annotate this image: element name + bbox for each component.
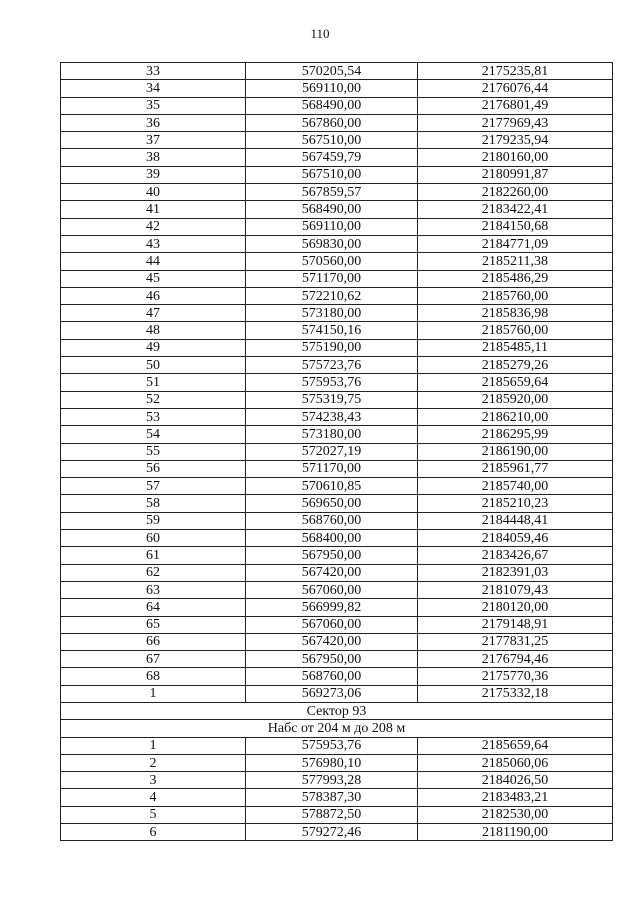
page-number: 110	[310, 26, 330, 41]
table-row	[61, 564, 613, 581]
table-row	[61, 391, 613, 408]
x-coordinate-cell: 569110,00	[246, 218, 418, 235]
table-row	[61, 668, 613, 685]
y-coordinate-cell: 2181079,43	[418, 581, 613, 598]
coordinates-table	[60, 62, 613, 841]
x-coordinate-cell: 578387,30	[246, 789, 418, 806]
y-coordinate-cell: 2179235,94	[418, 132, 613, 149]
x-coordinate-cell: 574238,43	[246, 408, 418, 425]
point-number-cell: 48	[61, 322, 246, 339]
table-row	[61, 651, 613, 668]
point-number-cell: 56	[61, 460, 246, 477]
point-number-cell: 41	[61, 201, 246, 218]
coordinates-table-body	[61, 63, 613, 841]
y-coordinate-cell: 2183426,67	[418, 547, 613, 564]
x-coordinate-cell: 569110,00	[246, 80, 418, 97]
point-number-cell: 50	[61, 357, 246, 374]
table-row	[61, 305, 613, 322]
table-row	[61, 789, 613, 806]
point-number-cell: 43	[61, 235, 246, 252]
point-number-cell: 1	[61, 737, 246, 754]
y-coordinate-cell: 2185211,38	[418, 253, 613, 270]
table-row	[61, 408, 613, 425]
x-coordinate-cell: 567459,79	[246, 149, 418, 166]
y-coordinate-cell: 2185836,98	[418, 305, 613, 322]
x-coordinate-cell: 573180,00	[246, 426, 418, 443]
x-coordinate-cell: 578872,50	[246, 806, 418, 823]
table-row	[61, 599, 613, 616]
table-row	[61, 426, 613, 443]
table-row	[61, 581, 613, 598]
point-number-cell: 33	[61, 63, 246, 80]
table-row	[61, 218, 613, 235]
table-row	[61, 184, 613, 201]
point-number-cell: 44	[61, 253, 246, 270]
point-number-cell: 1	[61, 685, 246, 702]
y-coordinate-cell: 2180120,00	[418, 599, 613, 616]
point-number-cell: 61	[61, 547, 246, 564]
y-coordinate-cell: 2185060,06	[418, 754, 613, 771]
y-coordinate-cell: 2186295,99	[418, 426, 613, 443]
point-number-cell: 35	[61, 97, 246, 114]
table-row	[61, 460, 613, 477]
y-coordinate-cell: 2175332,18	[418, 685, 613, 702]
point-number-cell: 47	[61, 305, 246, 322]
point-number-cell: 49	[61, 339, 246, 356]
point-number-cell: 40	[61, 184, 246, 201]
y-coordinate-cell: 2185659,64	[418, 737, 613, 754]
y-coordinate-cell: 2176076,44	[418, 80, 613, 97]
y-coordinate-cell: 2186210,00	[418, 408, 613, 425]
y-coordinate-cell: 2183422,41	[418, 201, 613, 218]
point-number-cell: 52	[61, 391, 246, 408]
x-coordinate-cell: 567860,00	[246, 114, 418, 131]
table-row	[61, 806, 613, 823]
x-coordinate-cell: 574150,16	[246, 322, 418, 339]
y-coordinate-cell: 2175770,36	[418, 668, 613, 685]
x-coordinate-cell: 567420,00	[246, 633, 418, 650]
x-coordinate-cell: 576980,10	[246, 754, 418, 771]
y-coordinate-cell: 2175235,81	[418, 63, 613, 80]
table-row	[61, 685, 613, 702]
x-coordinate-cell: 575953,76	[246, 374, 418, 391]
x-coordinate-cell: 571170,00	[246, 460, 418, 477]
table-row	[61, 495, 613, 512]
point-number-cell: 53	[61, 408, 246, 425]
table-row	[61, 443, 613, 460]
x-coordinate-cell: 568400,00	[246, 530, 418, 547]
sector-heading: Сектор 93	[61, 702, 613, 719]
point-number-cell: 42	[61, 218, 246, 235]
table-row	[61, 270, 613, 287]
y-coordinate-cell: 2180991,87	[418, 166, 613, 183]
y-coordinate-cell: 2184059,46	[418, 530, 613, 547]
point-number-cell: 4	[61, 789, 246, 806]
table-row	[61, 114, 613, 131]
point-number-cell: 46	[61, 287, 246, 304]
table-row	[61, 253, 613, 270]
table-row	[61, 201, 613, 218]
y-coordinate-cell: 2183483,21	[418, 789, 613, 806]
y-coordinate-cell: 2177831,25	[418, 633, 613, 650]
x-coordinate-cell: 572210,62	[246, 287, 418, 304]
y-coordinate-cell: 2184448,41	[418, 512, 613, 529]
x-coordinate-cell: 570205,54	[246, 63, 418, 80]
table-row	[61, 235, 613, 252]
y-coordinate-cell: 2185659,64	[418, 374, 613, 391]
point-number-cell: 34	[61, 80, 246, 97]
point-number-cell: 62	[61, 564, 246, 581]
y-coordinate-cell: 2184150,68	[418, 218, 613, 235]
y-coordinate-cell: 2185961,77	[418, 460, 613, 477]
y-coordinate-cell: 2176801,49	[418, 97, 613, 114]
x-coordinate-cell: 570610,85	[246, 478, 418, 495]
x-coordinate-cell: 567420,00	[246, 564, 418, 581]
table-row	[61, 720, 613, 737]
x-coordinate-cell: 567510,00	[246, 132, 418, 149]
x-coordinate-cell: 571170,00	[246, 270, 418, 287]
table-row	[61, 754, 613, 771]
table-row	[61, 478, 613, 495]
table-row	[61, 63, 613, 80]
table-row	[61, 824, 613, 841]
table-row	[61, 702, 613, 719]
x-coordinate-cell: 575319,75	[246, 391, 418, 408]
point-number-cell: 66	[61, 633, 246, 650]
point-number-cell: 64	[61, 599, 246, 616]
x-coordinate-cell: 568490,00	[246, 201, 418, 218]
x-coordinate-cell: 577993,28	[246, 772, 418, 789]
point-number-cell: 3	[61, 772, 246, 789]
x-coordinate-cell: 575953,76	[246, 737, 418, 754]
point-number-cell: 6	[61, 824, 246, 841]
table-row	[61, 97, 613, 114]
x-coordinate-cell: 567950,00	[246, 651, 418, 668]
point-number-cell: 45	[61, 270, 246, 287]
table-row	[61, 633, 613, 650]
table-row	[61, 149, 613, 166]
x-coordinate-cell: 567510,00	[246, 166, 418, 183]
table-row	[61, 287, 613, 304]
table-row	[61, 374, 613, 391]
y-coordinate-cell: 2185760,00	[418, 322, 613, 339]
point-number-cell: 60	[61, 530, 246, 547]
height-range-heading: Набс от 204 м до 208 м	[61, 720, 613, 737]
point-number-cell: 36	[61, 114, 246, 131]
y-coordinate-cell: 2177969,43	[418, 114, 613, 131]
point-number-cell: 5	[61, 806, 246, 823]
y-coordinate-cell: 2182260,00	[418, 184, 613, 201]
table-row	[61, 80, 613, 97]
point-number-cell: 68	[61, 668, 246, 685]
x-coordinate-cell: 569273,06	[246, 685, 418, 702]
x-coordinate-cell: 575190,00	[246, 339, 418, 356]
point-number-cell: 2	[61, 754, 246, 771]
point-number-cell: 63	[61, 581, 246, 598]
x-coordinate-cell: 569830,00	[246, 235, 418, 252]
point-number-cell: 38	[61, 149, 246, 166]
x-coordinate-cell: 567950,00	[246, 547, 418, 564]
table-row	[61, 166, 613, 183]
y-coordinate-cell: 2185920,00	[418, 391, 613, 408]
y-coordinate-cell: 2185760,00	[418, 287, 613, 304]
x-coordinate-cell: 566999,82	[246, 599, 418, 616]
y-coordinate-cell: 2179148,91	[418, 616, 613, 633]
y-coordinate-cell: 2181190,00	[418, 824, 613, 841]
x-coordinate-cell: 573180,00	[246, 305, 418, 322]
table-row	[61, 132, 613, 149]
point-number-cell: 55	[61, 443, 246, 460]
table-row	[61, 322, 613, 339]
point-number-cell: 54	[61, 426, 246, 443]
point-number-cell: 57	[61, 478, 246, 495]
table-row	[61, 530, 613, 547]
x-coordinate-cell: 575723,76	[246, 357, 418, 374]
point-number-cell: 67	[61, 651, 246, 668]
y-coordinate-cell: 2185486,29	[418, 270, 613, 287]
y-coordinate-cell: 2185279,26	[418, 357, 613, 374]
point-number-cell: 37	[61, 132, 246, 149]
x-coordinate-cell: 572027,19	[246, 443, 418, 460]
point-number-cell: 65	[61, 616, 246, 633]
point-number-cell: 59	[61, 512, 246, 529]
point-number-cell: 58	[61, 495, 246, 512]
x-coordinate-cell: 567859,57	[246, 184, 418, 201]
table-row	[61, 547, 613, 564]
y-coordinate-cell: 2185210,23	[418, 495, 613, 512]
x-coordinate-cell: 567060,00	[246, 616, 418, 633]
y-coordinate-cell: 2184771,09	[418, 235, 613, 252]
table-row	[61, 616, 613, 633]
point-number-cell: 51	[61, 374, 246, 391]
y-coordinate-cell: 2184026,50	[418, 772, 613, 789]
y-coordinate-cell: 2180160,00	[418, 149, 613, 166]
table-row	[61, 357, 613, 374]
x-coordinate-cell: 579272,46	[246, 824, 418, 841]
y-coordinate-cell: 2186190,00	[418, 443, 613, 460]
y-coordinate-cell: 2182530,00	[418, 806, 613, 823]
table-row	[61, 339, 613, 356]
table-row	[61, 772, 613, 789]
y-coordinate-cell: 2182391,03	[418, 564, 613, 581]
x-coordinate-cell: 569650,00	[246, 495, 418, 512]
x-coordinate-cell: 568760,00	[246, 668, 418, 685]
y-coordinate-cell: 2185485,11	[418, 339, 613, 356]
point-number-cell: 39	[61, 166, 246, 183]
x-coordinate-cell: 567060,00	[246, 581, 418, 598]
y-coordinate-cell: 2176794,46	[418, 651, 613, 668]
table-row	[61, 737, 613, 754]
y-coordinate-cell: 2185740,00	[418, 478, 613, 495]
x-coordinate-cell: 570560,00	[246, 253, 418, 270]
x-coordinate-cell: 568760,00	[246, 512, 418, 529]
x-coordinate-cell: 568490,00	[246, 97, 418, 114]
table-row	[61, 512, 613, 529]
